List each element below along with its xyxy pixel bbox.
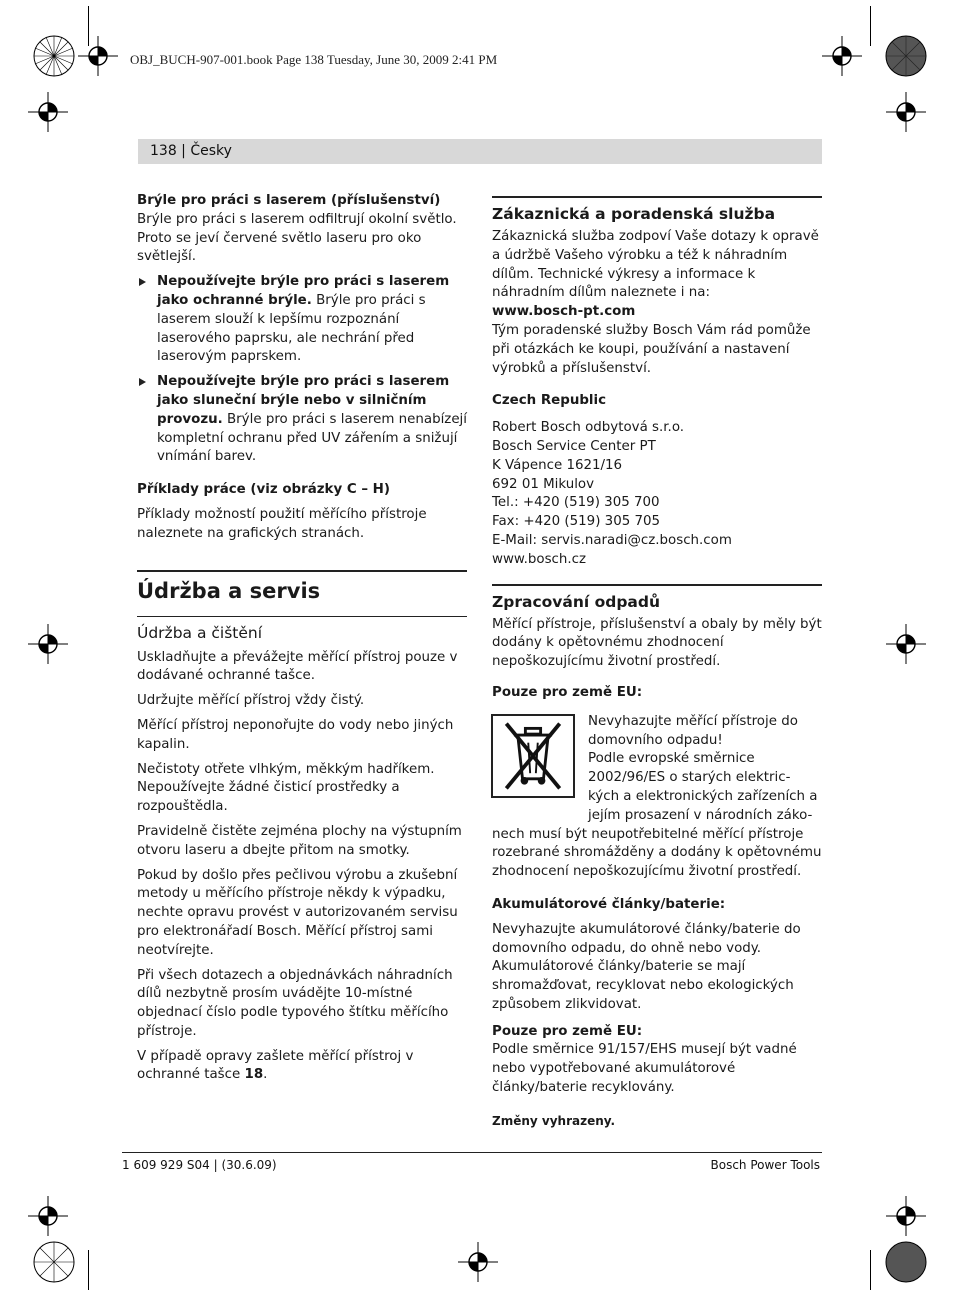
cleaning-paragraph: Při všech dotazech a objednávkách náhradních dílů nezbytně prosím uvádějte 10-místné objednací číslo podle typového štítku měřícího přístroje. (137, 967, 453, 1039)
crop-mark (88, 6, 89, 46)
weee-line: jejím prosazení v národních záko- (588, 807, 813, 823)
bullet-triangle-icon (139, 278, 146, 286)
bullet-bold-text: Nepoužívejte brýle pro práci s laserem jako sluneční brýle nebo v silničním provozu. (157, 374, 450, 427)
service-heading (492, 196, 822, 224)
address-line: K Vápence 1621/16 (492, 457, 623, 473)
bullet-bold-text: Nepoužívejte brýle pro práci s laserem jako ochranné brýle. (157, 274, 450, 308)
crop-mark (870, 6, 871, 46)
service-paragraph: Zákaznická služba zodpoví Vaše dotazy k opravě a údržbě Vašeho výrobku a též k náhradním dílům. Technické výkresy a informace k náhradním dílům naleznete i na: (492, 229, 819, 301)
bullet-triangle-icon (139, 378, 146, 386)
country-heading: Czech Republic (492, 393, 607, 409)
battery-paragraph: Podle směrnice 91/157/EHS musejí být vadné nebo vypotřebované akumulátorové články/baterie recyklovány. (492, 1042, 797, 1096)
crosshair-mark-icon (26, 90, 70, 134)
crosshair-mark-icon (884, 622, 928, 666)
page-number-language: 138 | Česky (150, 143, 232, 159)
bullet-item (137, 273, 467, 367)
print-job-line: OBJ_BUCH-907-001.book Page 138 Tuesday, June 30, 2009 2:41 PM (130, 52, 498, 67)
cleaning-heading-text: Údržba a čištění (137, 623, 263, 642)
registration-mark-icon (884, 1240, 928, 1284)
eu-only-label: Pouze pro země EU: (492, 1023, 643, 1039)
cleaning-paragraph: Pravidelně čistěte zejména plochy na výstupním otvoru laseru a dbejte přitom na smotky. (137, 823, 462, 858)
address-line: Tel.: +420 (519) 305 700 (492, 495, 660, 511)
cleaning-paragraph: Pokud by došlo přes pečlivou výrobu a zkušební metody u měřícího přístroje někdy k výpadku, nechte opravu provést v autorizovaném servisu pro elektronářadí Bosch. Měřící přístroj sami neotvírejte. (137, 867, 458, 958)
address-line: Bosch Service Center PT (492, 438, 656, 454)
changes-notice: Změny vyhrazeny. (492, 1113, 616, 1128)
battery-heading: Akumulátorové články/baterie: (492, 896, 726, 912)
left-column (137, 192, 467, 1085)
registration-mark-icon (32, 34, 76, 78)
disposal-paragraph: Měřící přístroje, příslušenství a obaly by měly být dodány k opětovnému zhodnocení nepoškozujícímu životní prostředí. (492, 616, 822, 670)
service-paragraph: Tým poradenské služby Bosch Vám rád pomůže při otázkách ke koupi, používání a nastavení výrobků a příslušenství. (492, 322, 811, 376)
address-line: 692 01 Mikulov (492, 476, 595, 492)
cleaning-p8-text: V případě opravy zašlete měřící přístroj v ochranné tašce (137, 1048, 414, 1083)
laser-glasses-heading: Brýle pro práci s laserem (příslušenství) (137, 193, 441, 208)
battery-paragraph: Nevyhazujte akumulátorové články/baterie do domovního odpadu, do ohně nebo vody. Akumulátorové články/baterie se mají shromažďovat, recyklovat nebo ekologických způsobem zlikvidovat. (492, 921, 801, 1012)
cleaning-paragraph: Měřící přístroj neponořujte do vody nebo jiných kapalin. (137, 717, 454, 752)
weee-line: 2002/96/ES o starých elektric- (588, 770, 791, 786)
weee-line: kých a elektronických zařízeních a (588, 788, 818, 804)
crop-mark (870, 1250, 871, 1290)
examples-text: Příklady možností použití měřícího přístroje naleznete na grafických stranách. (137, 506, 427, 541)
bullet-text: Brýle pro práci s laserem slouží k lepšímu rozpoznání laserového paprsku, ale nechrání před laserovým paprskem. (157, 292, 426, 365)
crossed-out-wheelie-bin-icon (491, 714, 575, 798)
cleaning-paragraph: Udržujte měřící přístroj vždy čistý. (137, 693, 365, 709)
crosshair-mark-icon (456, 1240, 500, 1284)
right-column (492, 196, 822, 1131)
weee-line: Nevyhazujte měřící přístroje do (588, 713, 798, 729)
bullet-item (137, 373, 467, 467)
crosshair-mark-icon (884, 1194, 928, 1238)
address-line: E-Mail: servis.naradi@cz.bosch.com (492, 532, 732, 548)
address-line: Fax: +420 (519) 305 705 (492, 514, 661, 530)
disposal-heading-text: Zpracování odpadů (492, 592, 661, 611)
weee-continuation: nech musí být neupotřebitelné měřící přístroje rozebrané shromážděny a dodány k opětovnému zhodnocení nepoškozujícímu životní prostředí. (492, 826, 822, 880)
cleaning-heading (137, 616, 467, 643)
page-header-bar (138, 139, 822, 164)
footer-brand: Bosch Power Tools (710, 1158, 820, 1172)
cleaning-p8-end: . (263, 1067, 268, 1083)
crosshair-mark-icon (884, 90, 928, 134)
bullet-text: Brýle pro práci s laserem nenabízejí kompletní ochranu před UV zářením a snižují vnímání barev. (157, 411, 468, 465)
weee-line: Podle evropské směrnice (588, 751, 755, 767)
footer-order-number: 1 609 929 S04 | (30.6.09) (122, 1158, 277, 1172)
eu-only-label: Pouze pro země EU: (492, 684, 643, 700)
registration-mark-icon (884, 34, 928, 78)
address-block (492, 419, 822, 569)
crosshair-mark-icon (76, 34, 120, 78)
crosshair-mark-icon (26, 1194, 70, 1238)
weee-line: domovního odpadu! (588, 732, 723, 748)
address-line: www.bosch.cz (492, 551, 587, 567)
cleaning-paragraph: Uskladňujte a převážejte měřící přístroj pouze v dodávané ochranné tašce. (137, 649, 458, 684)
bag-reference-number: 18 (244, 1067, 264, 1083)
maintenance-title (137, 570, 467, 604)
service-url: www.bosch-pt.com (492, 304, 636, 320)
crosshair-mark-icon (820, 34, 864, 78)
disposal-heading (492, 584, 822, 612)
cleaning-paragraph: Nečistoty otřete vlhkým, měkkým hadříkem. Nepoužívejte žádné čisticí prostředky a rozpouštědla. (137, 761, 435, 815)
crop-mark (88, 1250, 89, 1290)
address-line: Robert Bosch odbytová s.r.o. (492, 420, 685, 436)
service-heading-text: Zákaznická a poradenská služba (492, 205, 776, 223)
footer-rule (122, 1152, 822, 1153)
registration-mark-icon (32, 1240, 76, 1284)
laser-glasses-intro: Brýle pro práci s laserem odfiltrují okolní světlo. Proto se jeví červené světlo laseru pro oko světlejší. (137, 211, 457, 265)
crosshair-mark-icon (26, 622, 70, 666)
maintenance-title-text: Údržba a servis (137, 578, 321, 603)
examples-heading: Příklady práce (viz obrázky C – H) (137, 482, 391, 498)
cleaning-paragraph (137, 1048, 467, 1086)
